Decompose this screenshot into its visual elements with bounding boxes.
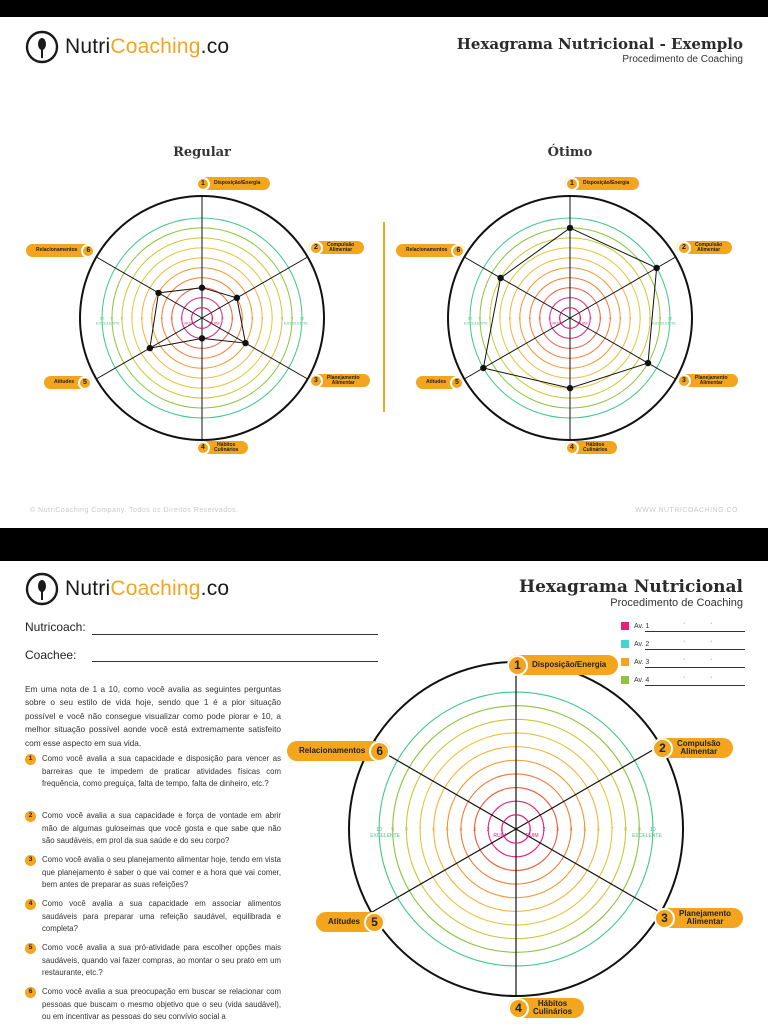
scale-tick-label: 6 [261,315,264,321]
scale-tick-label: 4 [609,315,612,321]
scale-tick-label: 1 [211,315,214,321]
scale-tick-label: 10 [467,315,473,321]
scale-tick-label: 7 [610,826,614,833]
axis-tag-5 [44,376,92,389]
axis-number: 5 [364,912,385,933]
scale-high-label: EXCELENTE [96,320,120,326]
axis-tag-5 [416,376,464,389]
axis-tag-6 [396,244,465,257]
axis-tag-3 [309,374,370,387]
scale-tick-label: 9 [478,315,482,321]
axis-number: 6 [369,741,390,762]
scale-tick-label: 9 [637,826,641,833]
radar-data-point [567,385,573,391]
axis-label: Hábitos Culinários [214,441,239,453]
scale-tick-label: 8 [624,826,628,833]
axis-tag-1 [565,177,639,190]
legend-label: Av. 4 [634,676,650,684]
scale-tick-label: 1 [190,315,193,321]
scale-tick-label: 5 [150,315,153,321]
radar-data-point [497,275,503,281]
scale-tick-label: 7 [271,315,274,321]
scale-high-label: EXCELENTE [370,833,400,839]
axis-label: Planejamento Alimentar [327,374,360,386]
axis-number: 2 [652,738,673,759]
legend-label: Av. 2 [634,640,650,648]
coachee-label: Coachee: [25,648,77,662]
legend-item[interactable]: Av. 1 · · [621,620,745,632]
scale-low-label: RUIM [552,320,563,326]
scale-low-label: RUIM [184,320,195,326]
scale-tick-label: 4 [241,315,244,321]
scale-tick-label: 7 [498,315,501,321]
scale-tick-label: 1 [500,826,504,833]
axis-number: 3 [677,374,691,388]
axis-label: Atitudes [426,379,446,385]
question-item [25,810,281,848]
axis-label: Planejamento Alimentar [695,374,728,386]
axis-tag-6 [26,244,95,257]
chart-divider [383,222,385,412]
radar-data-point [645,360,651,366]
axis-tag-3 [677,374,738,387]
axis-label: Planejamento Alimentar [679,909,732,926]
scale-tick-label: 10 [99,315,105,321]
scale-tick-label: 10 [299,315,305,321]
axis-number: 3 [309,374,323,388]
scale-tick-label: 2 [486,826,490,833]
axis-tag-3 [654,908,743,928]
page-title-2: Hexagrama Nutricional [519,577,743,597]
axis-number: 4 [196,441,210,455]
brand-name: NutriCoaching.co [65,577,230,600]
axis-number: 1 [565,177,579,191]
axis-label: Relacionamentos [406,247,448,253]
scale-tick-label: 6 [432,826,436,833]
scale-low-label: RUIM [493,833,507,839]
axis-tag-6 [287,741,390,761]
scale-high-label: EXCELENTE [284,320,308,326]
question-item [25,854,281,892]
question-text: Como você avalia a sua preocupação em buscar se relacionar com pessoas que buscam o mesmo objetivo que o seu (vida saudável), ou em incentivar as pessoas do seu convívio social a [42,987,281,1022]
scale-tick-label: 9 [391,826,395,833]
scale-tick-label: 3 [170,315,173,321]
scale-tick-label: 10 [650,826,656,833]
scale-tick-label: 3 [599,315,602,321]
scale-tick-label: 8 [648,315,652,321]
axis-tag-1 [507,655,618,675]
axis-label: Disposição/Energia [214,180,261,186]
axis-label: Compulsão Alimentar [695,241,723,253]
radar-data-point [653,265,659,271]
question-number: 3 [25,855,36,866]
axis-tag-4 [565,441,617,454]
axis-label: Hábitos Culinários [583,441,608,453]
scale-low-label: RUIM [525,833,539,839]
scale-tick-label: 9 [658,315,662,321]
scale-tick-label: 10 [376,826,382,833]
question-item [25,942,281,980]
scale-tick-label: 7 [639,315,642,321]
axis-number: 5 [78,376,92,390]
scale-tick-label: 7 [418,826,422,833]
page-title: Hexagrama Nutricional - Exemplo [456,35,743,53]
scale-tick-label: 7 [130,315,133,321]
axis-tag-2 [677,241,732,254]
scale-tick-label: 2 [548,315,551,321]
chart-title-regular: Regular [173,145,231,160]
question-text: Como você avalia a sua capacidade e força de vontade em abrir mão de algumas guloseimas que você gosta e que sabe que não são saudáveis, em prol da sua saúde e do seu corpo? [42,811,281,846]
scale-tick-label: 5 [619,315,622,321]
scale-tick-label: 8 [120,315,124,321]
scale-tick-label: 5 [583,826,587,833]
legend-swatch [621,622,629,630]
radar-data-point [234,295,240,301]
question-text: Como você avalia a sua pró-atividade para escolher opções mais saudáveis, quando vai fazer compras, ao montar o seu prato em um restaurante, etc.? [42,943,281,978]
legend-item[interactable]: Av. 2 · · [621,638,745,650]
axis-label: Relacionamentos [36,247,78,253]
nutricoach-field[interactable] [92,634,378,635]
radar-chart-blank [280,640,768,1024]
axis-number: 6 [451,244,465,258]
axis-tag-2 [652,738,733,758]
scale-tick-label: 4 [528,315,531,321]
scale-low-label: RUIM [209,320,220,326]
question-item [25,753,281,791]
axis-label: Relacionamentos [299,746,366,755]
scale-tick-label: 4 [459,826,463,833]
chart-title-otimo: Ótimo [547,145,593,160]
scale-tick-label: 5 [445,826,449,833]
scale-tick-label: 8 [280,315,284,321]
question-text: Como você avalia a sua capacidade e disposição para vencer as barreiras que te impedem de praticar atividades físicas com frequência, como preguiça, falta de tempo, falta de dinheiro, etc.? [42,754,281,789]
question-number: 2 [25,811,36,822]
scale-low-label: RUIM [577,320,588,326]
brand-name: NutriCoaching.co [65,35,230,58]
legend-label: Av. 3 [634,658,650,666]
axis-label: Compulsão Alimentar [677,739,721,756]
question-number: 1 [25,754,36,765]
axis-label: Disposição/Energia [583,180,630,186]
scale-tick-label: 1 [579,315,582,321]
radar-data-point [567,225,573,231]
nutricoach-label: Nutricoach: [25,620,86,634]
scale-tick-label: 3 [473,826,476,833]
axis-label: Disposição/Energia [532,660,607,669]
scale-tick-label: 2 [542,826,546,833]
page-subtitle-2: Procedimento de Coaching [610,597,743,609]
scale-tick-label: 3 [231,315,234,321]
scale-tick-label: 8 [404,826,408,833]
question-text: Como você avalia o seu planejamento alimentar hoje, tendo em vista que planejamento é saber o que vai comer e a hora que vai comer, bem antes de preparar as suas refeições? [42,855,281,890]
legend-label: Av. 1 [634,622,650,630]
scale-tick-label: 9 [110,315,114,321]
axis-number: 3 [654,908,675,929]
axis-tag-1 [196,177,270,190]
scale-tick-label: 5 [518,315,521,321]
axis-label: Hábitos Culinários [533,999,573,1016]
scale-high-label: EXCELENTE [464,320,488,326]
axis-number: 1 [507,655,528,676]
axis-number: 2 [677,241,691,255]
footer-website: WWW.NUTRICOACHING.CO [635,507,738,514]
scale-tick-label: 6 [508,315,511,321]
radar-data-point [199,285,205,291]
scale-tick-label: 4 [160,315,163,321]
scale-tick-label: 5 [251,315,254,321]
legend-item[interactable]: Av. 4 · · [621,674,745,686]
radar-data-point [199,335,205,341]
scale-tick-label: 3 [538,315,541,321]
scale-tick-label: 6 [596,826,600,833]
scale-high-label: EXCELENTE [652,320,676,326]
radar-data-point [480,365,486,371]
axis-label: Atitudes [54,379,74,385]
axis-tag-2 [309,241,364,254]
page-subtitle: Procedimento de Coaching [622,54,743,65]
question-number: 4 [25,899,36,910]
axis-tag-4 [196,441,248,454]
axis-number: 5 [450,376,464,390]
question-text: Como você avalia a sua capacidade em associar alimentos saudáveis para preparar uma refeição saudável, equilibrada e completa? [42,899,281,934]
question-item [25,898,281,936]
scale-tick-label: 3 [556,826,559,833]
radar-data-point [147,345,153,351]
scale-high-label: EXCELENTE [632,833,662,839]
brand-logo-2 [25,572,229,606]
scale-tick-label: 4 [569,826,573,833]
axis-number: 2 [309,241,323,255]
scale-tick-label: 2 [589,315,592,321]
scale-tick-label: 6 [629,315,632,321]
axis-tag-5 [316,912,385,932]
scale-tick-label: 2 [221,315,224,321]
intro-paragraph: Em uma nota de 1 a 10, como você avalia as seguintes perguntas sobre o seu estilo de vida hoje, sendo que 1 é a pior situação possível e você não consegue visualizar como pode piorar e 10, a melhor situação possível aonde você está extremamente satisfeito com esse aspecto em sua vida. [25,684,281,748]
scale-tick-label: 9 [290,315,294,321]
axis-number: 4 [565,441,579,455]
radar-data-point [242,340,248,346]
axis-number: 4 [508,998,529,1019]
page-separator-bar [0,528,768,561]
question-item [25,986,281,1024]
scale-tick-label: 1 [528,826,532,833]
scale-tick-label: 8 [488,315,492,321]
axis-label: Atitudes [328,917,360,926]
radar-data-point [155,290,161,296]
scale-tick-label: 2 [180,315,183,321]
logo-mark-icon [25,572,59,606]
scale-tick-label: 6 [140,315,143,321]
legend-item[interactable]: Av. 3 · · [621,656,745,668]
axis-label: Compulsão Alimentar [327,241,355,253]
question-number: 6 [25,987,36,998]
axis-tag-4 [508,998,584,1018]
scale-tick-label: 10 [667,315,673,321]
question-number: 5 [25,943,36,954]
scale-tick-label: 1 [558,315,561,321]
footer-copyright: © NutriCoaching Company. Todos os Direitos Reservados. [30,507,239,514]
axis-number: 6 [81,244,95,258]
axis-number: 1 [196,177,210,191]
